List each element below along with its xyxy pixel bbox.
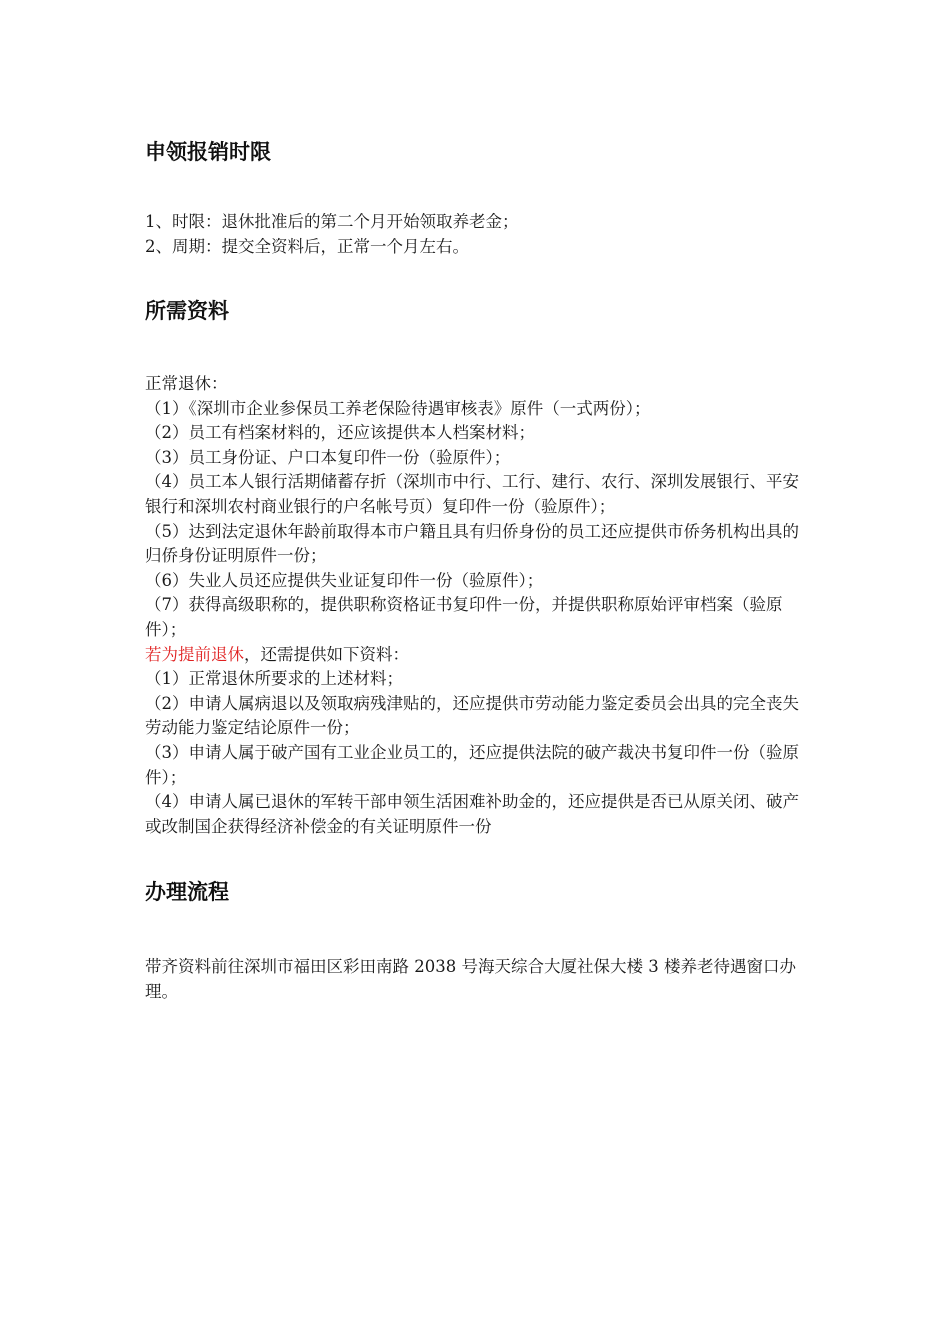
list-item: （1）《深圳市企业参保员工养老保险待遇审核表》原件（一式两份）；: [145, 398, 651, 418]
process-content: [145, 955, 810, 1004]
list-item: （4）申请人属已退休的军转干部申领生活困难补助金的，还应提供是否已从原关闭、破产或改制国企获得经济补偿金的有关证明原件一份: [145, 792, 799, 836]
list-item: （7）获得高级职称的，提供职称资格证书复印件一份，并提供职称原始评审档案（验原件）；: [145, 595, 783, 639]
materials-content: [145, 372, 810, 839]
list-item: （4）员工本人银行活期储蓄存折（深圳市中行、工行、建行、农行、深圳发展银行、平安银行和深圳农村商业银行的户名帐号页）复印件一份（验原件）；: [145, 472, 799, 516]
section-title-process: 办理流程: [145, 880, 229, 904]
list-item: （2）申请人属病退以及领取病残津贴的，还应提供市劳动能力鉴定委员会出具的完全丧失劳动能力鉴定结论原件一份；: [145, 693, 799, 738]
deadline-content: [145, 210, 810, 259]
list-item: （1）正常退休所要求的上述材料；: [145, 669, 403, 689]
list-item: （3）员工身份证、户口本复印件一份（验原件）；: [145, 447, 511, 467]
deadline-line: 1、时限：退休批准后的第二个月开始领取养老金；: [145, 212, 519, 231]
deadline-line: 2、周期：提交全资料后，正常一个月左右。: [145, 236, 469, 256]
section-title-deadline: 申领报销时限: [145, 140, 271, 164]
early-retirement-highlight: 若为提前退休: [145, 644, 244, 664]
normal-retirement-label: 正常退休：: [145, 374, 228, 393]
process-text: 带齐资料前往深圳市福田区彩田南路 2038 号海天综合大厦社保大楼 3 楼养老待遇窗口办理。: [145, 957, 796, 1001]
list-item: （2）员工有档案材料的，还应该提供本人档案材料；: [145, 423, 535, 443]
list-item: （3）申请人属于破产国有工业企业员工的，还应提供法院的破产裁决书复印件一份（验原件）；: [145, 742, 799, 787]
list-item: （6）失业人员还应提供失业证复印件一份（验原件）；: [145, 570, 544, 590]
early-retirement-label: [145, 643, 810, 668]
early-retirement-rest: ，还需提供如下资料：: [244, 644, 409, 664]
list-item: （5）达到法定退休年龄前取得本市户籍且具有归侨身份的员工还应提供市侨务机构出具的归侨身份证明原件一份；: [145, 521, 799, 566]
section-title-materials: 所需资料: [145, 299, 229, 323]
